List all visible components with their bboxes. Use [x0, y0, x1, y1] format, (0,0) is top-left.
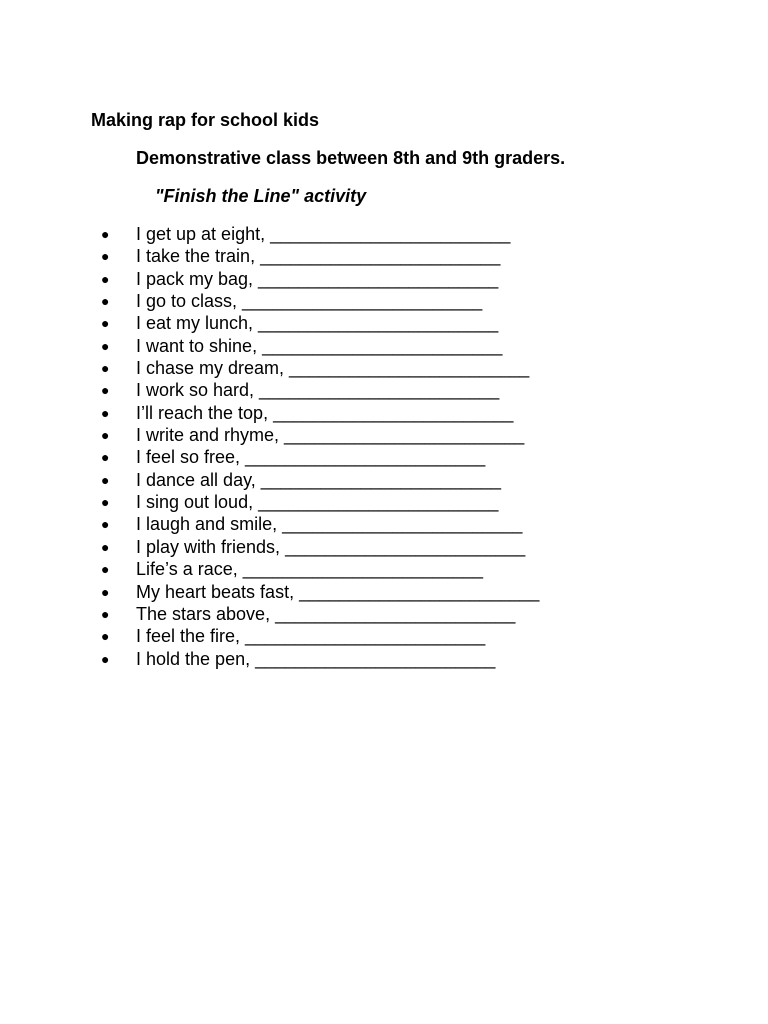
- bullet-icon: ●: [101, 270, 110, 287]
- bullet-icon: ●: [101, 494, 110, 511]
- line-text: I play with friends, ________________________: [136, 536, 526, 557]
- bullet-icon: ●: [101, 315, 110, 332]
- activity-heading: "Finish the Line" activity: [155, 186, 367, 206]
- line-text: I want to shine, ________________________: [136, 335, 503, 356]
- line-text: The stars above, ________________________: [136, 603, 516, 624]
- bullet-icon: ●: [101, 628, 110, 645]
- line-text: Life’s a race, ________________________: [136, 559, 483, 580]
- line-text: I feel so free, ________________________: [136, 447, 486, 468]
- line-text: I feel the fire, ________________________: [136, 626, 486, 647]
- line-text: I laugh and smile, ________________________: [136, 514, 523, 535]
- bullet-icon: ●: [101, 516, 110, 533]
- bullet-icon: ●: [101, 427, 110, 444]
- bullet-icon: ●: [101, 382, 110, 399]
- line-text: I chase my dream, ________________________: [136, 358, 530, 379]
- line-text: My heart beats fast, ________________________: [136, 581, 540, 602]
- line-text: I sing out loud, ________________________: [136, 492, 499, 513]
- line-text: I dance all day, ________________________: [136, 469, 502, 490]
- bullet-icon: ●: [101, 538, 110, 555]
- bullet-icon: ●: [101, 404, 110, 421]
- bullet-icon: ●: [101, 605, 110, 622]
- line-text: I eat my lunch, ________________________: [136, 313, 499, 334]
- bullet-icon: ●: [101, 337, 110, 354]
- bullet-icon: ●: [101, 650, 110, 667]
- bullet-icon: ●: [101, 293, 110, 310]
- document-title: Making rap for school kids: [91, 110, 320, 130]
- document-subtitle: Demonstrative class between 8th and 9th graders.: [136, 148, 566, 168]
- line-text: I write and rhyme, ________________________: [136, 425, 525, 446]
- line-text: I go to class, ________________________: [136, 291, 483, 312]
- line-text: I pack my bag, ________________________: [136, 268, 499, 289]
- bullet-icon: ●: [101, 583, 110, 600]
- line-text: I work so hard, ________________________: [136, 380, 500, 401]
- line-text: I’ll reach the top, ________________________: [136, 402, 514, 423]
- line-text: I hold the pen, ________________________: [136, 648, 496, 669]
- bullet-icon: ●: [101, 360, 110, 377]
- line-text: I take the train, ________________________: [136, 246, 501, 267]
- bullet-icon: ●: [101, 561, 110, 578]
- bullet-icon: ●: [101, 248, 110, 265]
- bullet-icon: ●: [101, 226, 110, 242]
- line-text: I get up at eight, ________________________: [136, 224, 511, 244]
- bullet-icon: ●: [101, 449, 110, 466]
- bullet-icon: ●: [101, 471, 110, 488]
